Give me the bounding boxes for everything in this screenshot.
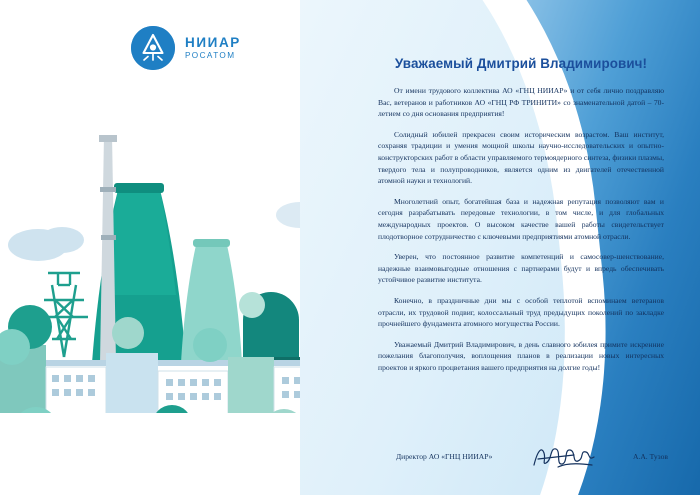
brand-title: НИИАР [185,34,241,50]
letter-body [378,56,664,382]
brand-logo-text [185,36,241,61]
handwritten-signature [528,443,598,469]
signature-role: Директор АО «ГНЦ НИИАР» [396,451,493,461]
letter-paragraph: Многолетний опыт, богатейшая база и надежная репутация позволяют вам и сегодня разрабатывать передовые технологии, в том числе, и для глобальных международных проектов. О высоком качестве вашей работы свидетельствует плодотворное сотрудничество с ключевыми предприятиями атомной отрасли. [378,196,664,241]
atom-icon [131,26,175,70]
signature-block [396,443,668,469]
letter-paragraph: Конечно, в праздничные дни мы с особой теплотой вспоминаем ветеранов отрасли, их трудовой подвиг, колоссальный труд предыдущих поколений по закладке прочнейшего фундамента атомного могущества России. [378,295,664,329]
signature-name: А.А. Тузов [632,451,668,461]
bottom-band [0,483,700,495]
letter-paragraph: Уверен, что постоянное развитие компетенций и самосовер-шенствование, надежные взаимовыгодные отношения с партнерами будут и впредь обеспечивать устойчивое развитие института. [378,252,664,285]
brand-logo [131,26,241,70]
brand-subtitle: РОСАТОМ [185,51,236,61]
letter-greeting: Уважаемый Дмитрий Владимирович! [394,56,648,71]
letter-paragraph: От имени трудового коллектива АО «ГНЦ НИИАР» и от себя лично поздравляю Вас, ветеранов и работников АО «ГНЦ РФ ТРИНИТИ» со знаменательной датой – 70-летием со дня основания предприятия! [378,86,664,119]
cloud-shapes [8,202,338,261]
letter-paragraph: Солидный юбилей прекрасен своим историческим возрастом. Ваш институт, сохраняя традиции и умения мощной школы научно-исследовательских и опытно-конструкторских работ в области управляемого термоядерного синтеза, физики плазмы, твердого тела и полупроводников, является одним из двигателей отечественной атомной науки и технологий. [378,129,664,186]
letter-paragraph: Уважаемый Дмитрий Владимирович, в день славного юбилея примите искренние пожелания благополучия, воплощения планов в реализации новых интересных проектов и яркого процветания вашего предприятия на долгие годы! [378,339,664,372]
